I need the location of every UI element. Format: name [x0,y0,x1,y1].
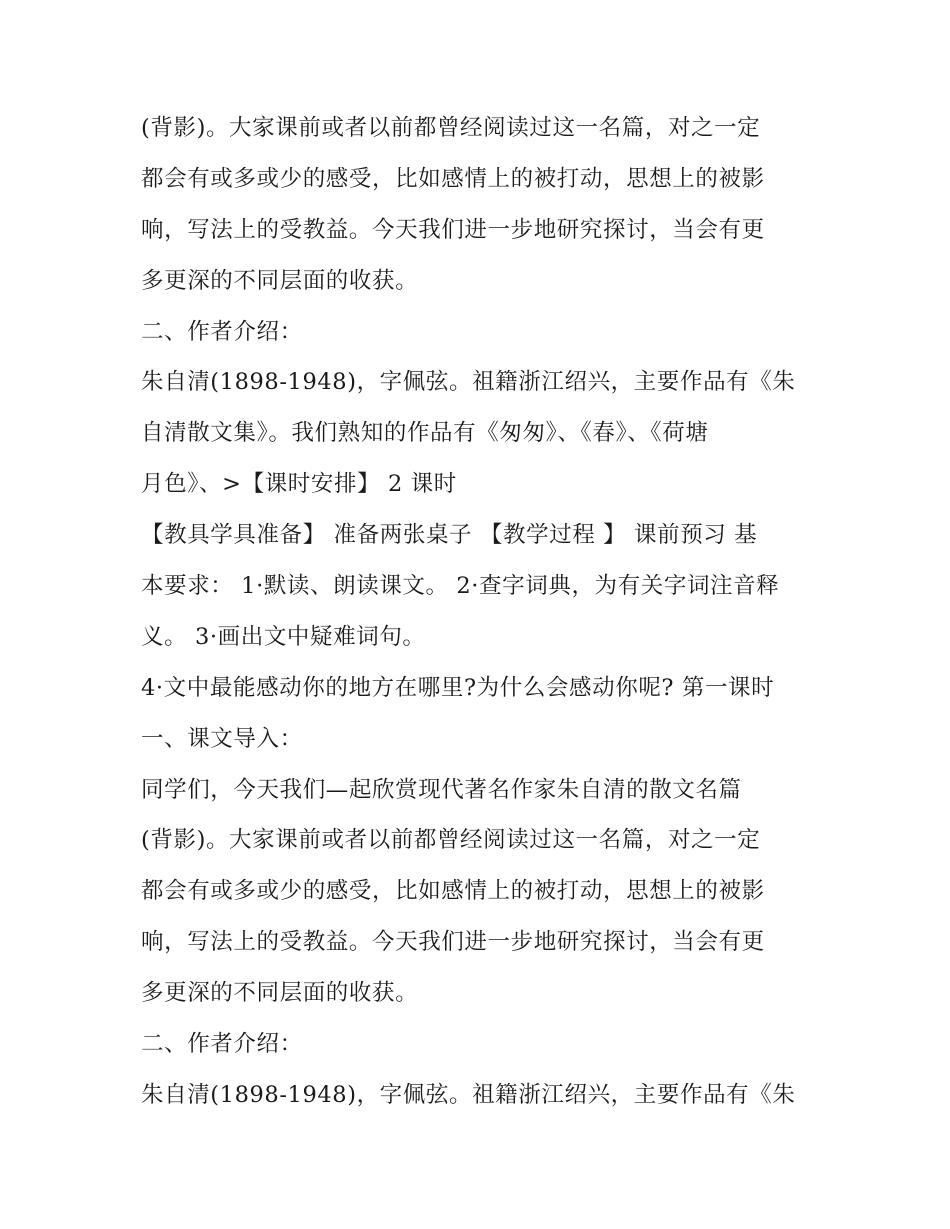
text-line: 4·文中最能感动你的地方在哪里?为什么会感动你呢? 第一课时 [141,674,775,701]
text-line: 义。 3·画出文中疑难词句。 [141,623,426,650]
text-line: 同学们，今天我们—起欣赏现代著名作家朱自清的散文名篇 [141,776,742,803]
text-line: 响，写法上的受教益。今天我们进一步地研究探讨，当会有更 [141,216,765,243]
text-line: 都会有或多或少的感受，比如感情上的被打动，思想上的被影 [141,878,765,905]
text-line: 响，写法上的受教益。今天我们进一步地研究探讨，当会有更 [141,929,765,956]
section-heading-author: 二、作者介绍： [141,318,303,345]
text-line: 【教具学具准备】 准备两张桌子 【教学过程 】 课前预习 基 [141,522,758,549]
section-heading-intro: 一、课文导入： [141,725,303,752]
text-line: 自清散文集》。我们熟知的作品有《匆匆》、《春》、《荷塘 [141,420,709,447]
text-line: (背影)。大家课前或者以前都曾经阅读过这一名篇，对之一定 [141,827,761,854]
text-line: 多更深的不同层面的收获。 [141,980,419,1007]
text-line: 朱自清(1898-1948)，字佩弦。祖籍浙江绍兴，主要作品有《朱 [141,369,796,396]
text-line: (背影)。大家课前或者以前都曾经阅读过这一名篇，对之一定 [141,115,761,141]
text-line: 月色》、>【课时安排】 2 课时 [141,471,457,498]
document-body [141,103,821,1121]
text-line: 多更深的不同层面的收获。 [141,267,419,294]
text-line: 朱自清(1898-1948)，字佩弦。祖籍浙江绍兴，主要作品有《朱 [141,1081,796,1108]
text-line: 本要求： 1·默读、朗读课文。 2·查字词典，为有关字词注音释 [141,573,780,600]
section-heading-author: 二、作者介绍： [141,1031,303,1058]
text-line: 都会有或多或少的感受，比如感情上的被打动，思想上的被影 [141,165,765,192]
